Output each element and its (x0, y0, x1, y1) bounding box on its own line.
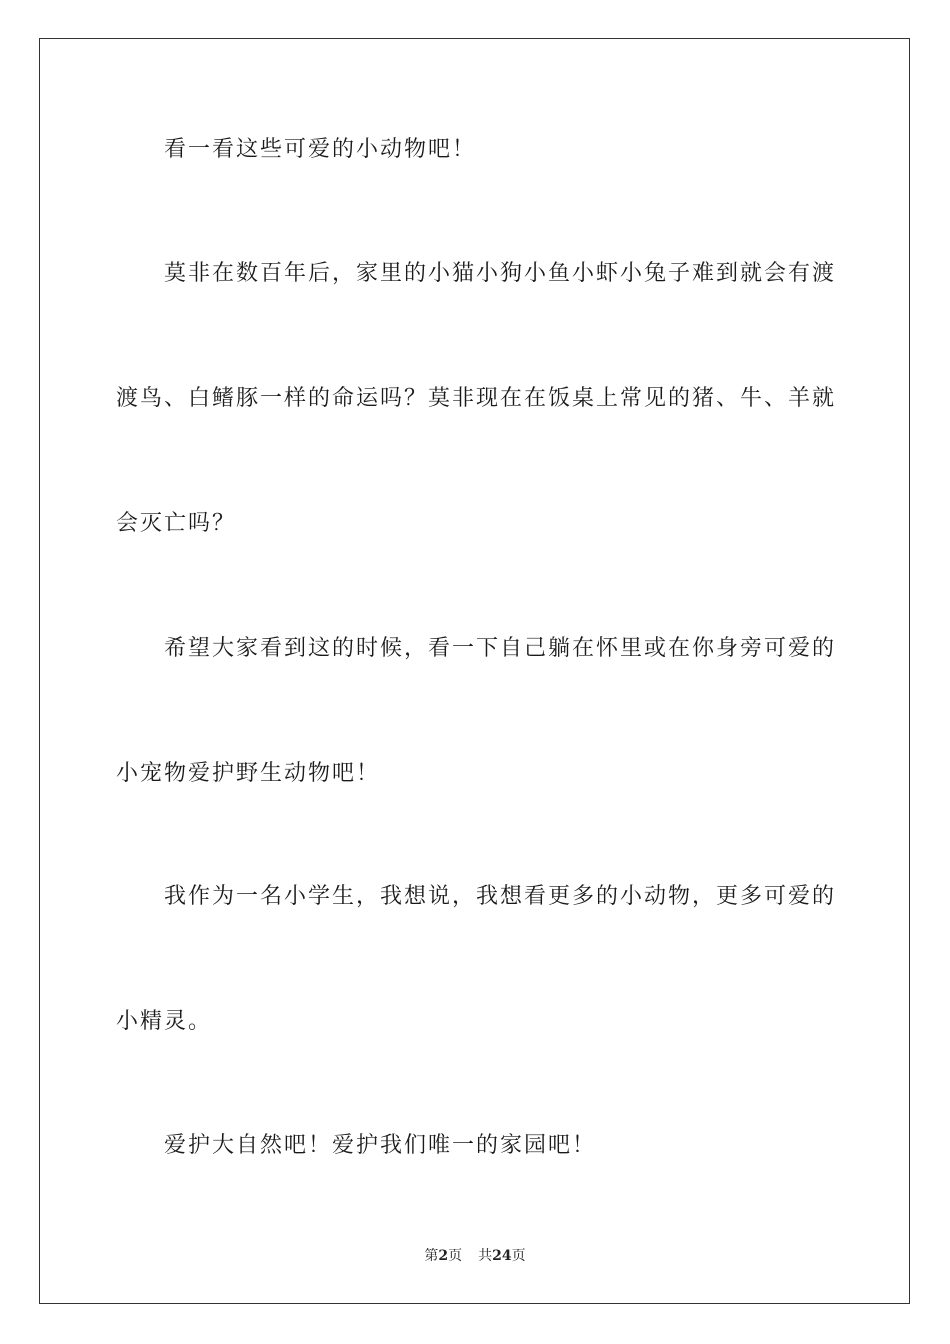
paragraph-line-9: 爱护大自然吧！爱护我们唯一的家园吧！ (164, 1133, 597, 1158)
page-border (39, 38, 910, 1304)
footer-page-suffix: 页 (448, 1248, 463, 1264)
paragraph-line-7: 我作为一名小学生，我想说，我想看更多的小动物，更多可爱的 (164, 884, 837, 909)
footer-total-prefix: 共 (478, 1248, 493, 1264)
paragraph-line-5: 希望大家看到这的时候，看一下自己躺在怀里或在你身旁可爱的 (164, 636, 837, 661)
footer-page-prefix: 第 (424, 1248, 439, 1264)
paragraph-line-4: 会灭亡吗？ (116, 511, 237, 536)
footer-total-pages: 24 (492, 1248, 512, 1264)
paragraph-line-6: 小宠物爱护野生动物吧！ (116, 761, 381, 786)
paragraph-line-3: 渡鸟、白鳍豚一样的命运吗？莫非现在在饭桌上常见的猪、牛、羊就 (116, 386, 837, 411)
footer-page-number: 2 (438, 1248, 449, 1264)
paragraph-line-1: 看一看这些可爱的小动物吧！ (164, 137, 477, 162)
footer-total-suffix: 页 (511, 1248, 526, 1264)
paragraph-line-8: 小精灵。 (116, 1009, 213, 1034)
paragraph-line-2: 莫非在数百年后，家里的小猫小狗小鱼小虾小兔子难到就会有渡 (164, 261, 837, 286)
page-footer (0, 1247, 950, 1265)
